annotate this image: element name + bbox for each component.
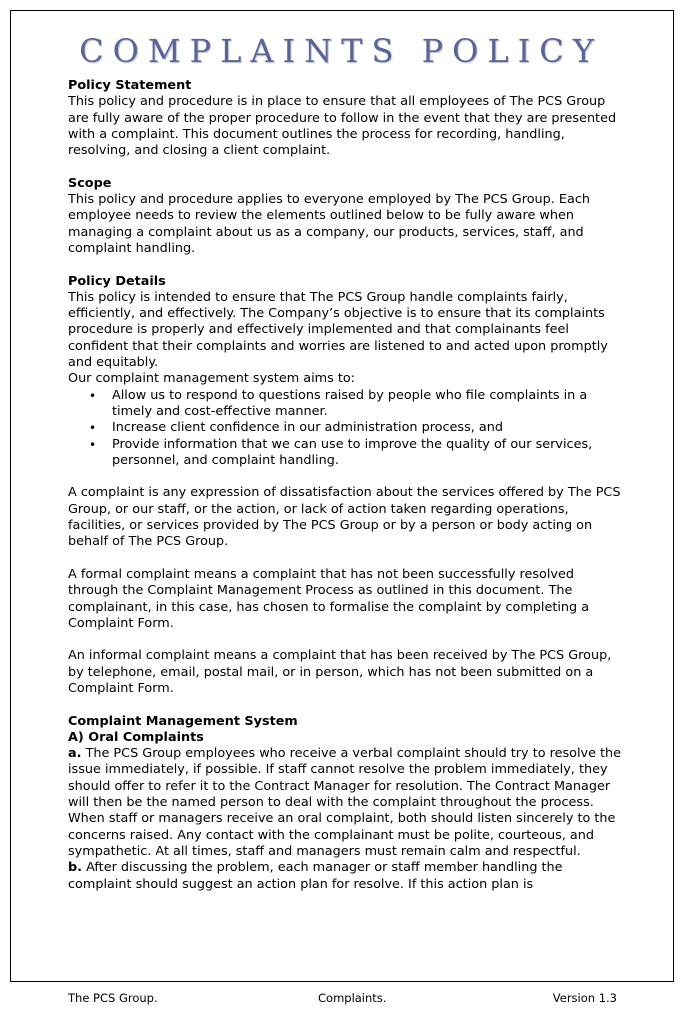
footer-document-name: Complaints.: [318, 991, 387, 1005]
policy-details-text: This policy is intended to ensure that The PCS Group handle complaints fairly, efficiently, and effectively. The Company’s objective is to ensure that its complaints procedure is properly and effectively implemented and that complainants feel confident that their complaints and worries are listened to and acted upon promptly and equitably.: [68, 289, 608, 371]
footer-version: Version 1.3: [552, 991, 617, 1005]
aims-intro: Our complaint management system aims to:: [68, 371, 355, 387]
scope-text: This policy and procedure applies to everyone employed by The PCS Group. Each employee needs to review the elements outlined below to be fully aware when managing a complaint about us as a company, our products, services, staff, and complaint handling.: [68, 192, 590, 256]
policy-statement-text: This policy and procedure is in place to ensure that all employees of The PCS Group are fully aware of the proper procedure to follow in the event that they are presented with a complaint. This document outlines the process for recording, handling, resolving, and closing a client complaint.: [68, 94, 617, 159]
item-a-label: a.: [68, 746, 82, 762]
oral-complaints-subheading: A) Oral Complaints: [68, 729, 204, 745]
item-a-text: The PCS Group employees who receive a verbal complaint should try to resolve the issue immediately, if possible. If staff cannot resolve the problem immediately, they should offer to refer it to the Contract Manager for resolution. The Contract Manager will then be the named person to deal with the complaint throughout the process. When staff or managers receive an oral complaint, both should listen sincerely to the concerns raised. Any contact with the complainant must be polite, courteous, and sympathetic. At all times, staff and managers must remain calm and respectful.: [68, 746, 622, 859]
item-b-label: b.: [68, 860, 83, 876]
footer-company: The PCS Group.: [68, 991, 158, 1005]
complaint-management-heading: Complaint Management System: [68, 713, 298, 729]
policy-statement-heading: Policy Statement: [68, 78, 192, 93]
document-title: COMPLAINTS POLICY: [79, 32, 603, 70]
list-item: • Allow us to respond to questions raised by people who file complaints in a timely and cost-effective manner.: [68, 388, 628, 421]
list-item: • Provide information that we can use to improve the quality of our services, personnel, and complaint handling.: [68, 437, 628, 470]
document-body: [68, 78, 628, 893]
informal-complaint-definition: An informal complaint means a complaint that has been received by The PCS Group, by telephone, email, postal mail, or in person, which has not been submitted on a Complaint Form.: [68, 648, 612, 696]
item-b-text: After discussing the problem, each manager or staff member handling the complaint should suggest an action plan for resolve. If this action plan is: [68, 860, 563, 892]
aims-list: [68, 388, 628, 469]
complaint-definition: A complaint is any expression of dissatisfaction about the services offered by The PCS Group, or our staff, or the action, or lack of action taken regarding operations, facilities, or services provided by The PCS Group or by a person or body acting on behalf of The PCS Group.: [68, 485, 621, 550]
policy-details-heading: Policy Details: [68, 273, 166, 289]
oral-complaints-item-b: [68, 860, 628, 893]
list-item: • Increase client confidence in our administration process, and: [68, 420, 628, 436]
formal-complaint-definition: A formal complaint means a complaint that has not been successfully resolved through the Complaint Management Process as outlined in this document. The complainant, in this case, has chosen to formalise the complaint by completing a Complaint Form.: [68, 566, 590, 631]
scope-heading: Scope: [68, 175, 112, 191]
oral-complaints-item-a: [68, 746, 628, 860]
